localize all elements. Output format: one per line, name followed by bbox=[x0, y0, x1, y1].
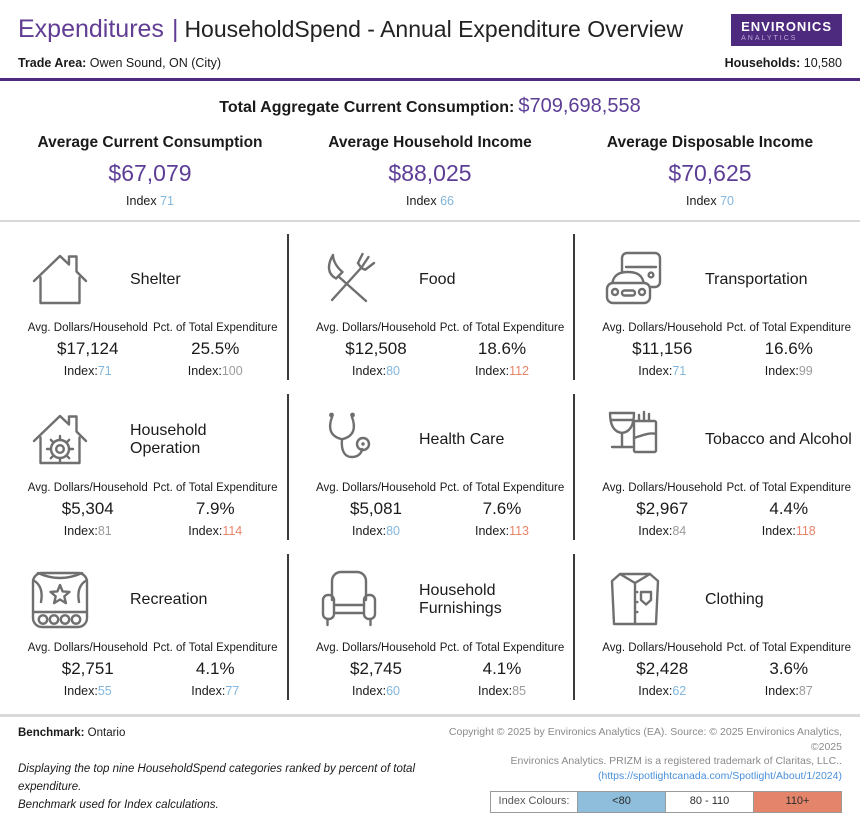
metric-index: Index 66 bbox=[406, 194, 454, 208]
avg-dollars-stat: Avg. Dollars/Household $2,745 Index:60 bbox=[316, 642, 436, 698]
metric-label: Average Household Income bbox=[328, 134, 532, 151]
card-shelter bbox=[0, 234, 287, 380]
category-title: Recreation bbox=[130, 591, 208, 608]
legend-swatch-mid: 80 - 110 bbox=[666, 791, 754, 813]
category-title: Shelter bbox=[130, 271, 181, 288]
total-aggregate-value: $709,698,558 bbox=[518, 95, 641, 117]
benchmark: Benchmark: Ontario bbox=[18, 727, 126, 739]
avg-dollars-stat: Avg. Dollars/Household $2,428 Index:62 bbox=[602, 642, 723, 698]
metric-value: $67,079 bbox=[108, 160, 192, 186]
trade-area-label: Trade Area: bbox=[18, 56, 87, 70]
pct-total-stat: Pct. of Total Expenditure 7.6% Index:113 bbox=[439, 482, 565, 538]
pct-total-stat: Pct. of Total Expenditure 16.6% Index:99 bbox=[726, 322, 851, 378]
logo-text-secondary: ANALYTICS bbox=[741, 35, 798, 42]
pct-total-stat: Pct. of Total Expenditure 7.9% Index:114 bbox=[153, 482, 278, 538]
total-aggregate bbox=[0, 95, 860, 118]
card-tobacco-alcohol bbox=[575, 394, 860, 540]
header bbox=[0, 0, 860, 70]
card-transportation bbox=[575, 234, 860, 380]
card-recreation bbox=[0, 554, 287, 700]
fork-knife-icon bbox=[313, 247, 385, 313]
pct-total-stat: Pct. of Total Expenditure 3.6% Index:87 bbox=[726, 642, 851, 698]
category-title: Household Furnishings bbox=[419, 582, 502, 617]
metric-value: $70,625 bbox=[668, 160, 752, 186]
house-gear-icon bbox=[24, 407, 96, 473]
pct-total-stat: Pct. of Total Expenditure 4.1% Index:85 bbox=[439, 642, 565, 698]
theater-stage-icon bbox=[24, 567, 96, 633]
category-title: Transportation bbox=[705, 271, 808, 288]
card-clothing bbox=[575, 554, 860, 700]
page-title bbox=[18, 12, 683, 46]
legend-swatch-lt80: <80 bbox=[578, 791, 666, 813]
pct-total-stat: Pct. of Total Expenditure 18.6% Index:112 bbox=[439, 322, 565, 378]
footer-note-2: Benchmark used for Index calculations. bbox=[18, 798, 219, 811]
report-subtitle: HouseholdSpend - Annual Expenditure Overview bbox=[184, 16, 684, 42]
armchair-icon bbox=[313, 567, 385, 633]
index-colours-legend bbox=[490, 791, 842, 813]
category-title: Household Operation bbox=[130, 422, 207, 457]
metric-average-disposable-income bbox=[570, 134, 850, 208]
total-aggregate-label: Total Aggregate Current Consumption: bbox=[219, 99, 515, 116]
legend-label: Index Colours: bbox=[490, 791, 578, 813]
trade-area bbox=[18, 56, 221, 70]
metric-value: $88,025 bbox=[388, 160, 472, 186]
avg-dollars-stat: Avg. Dollars/Household $5,304 Index:81 bbox=[27, 482, 148, 538]
metric-index: Index 71 bbox=[126, 194, 174, 208]
avg-dollars-stat: Avg. Dollars/Household $11,156 Index:71 bbox=[602, 322, 723, 378]
avg-dollars-stat: Avg. Dollars/Household $12,508 Index:80 bbox=[316, 322, 436, 378]
metric-label: Average Disposable Income bbox=[606, 134, 814, 151]
environics-logo bbox=[731, 14, 842, 46]
metric-label: Average Current Consumption bbox=[37, 134, 263, 151]
wine-cigarettes-icon bbox=[599, 407, 671, 473]
trade-area-value: Owen Sound, ON (City) bbox=[86, 56, 222, 70]
source-link[interactable]: (https://spotlightcanada.com/Spotlight/About/1/2024) bbox=[598, 770, 842, 783]
metric-index: Index 70 bbox=[686, 194, 734, 208]
category-title: Tobacco and Alcohol bbox=[705, 431, 852, 448]
avg-dollars-stat: Avg. Dollars/Household $2,967 Index:84 bbox=[602, 482, 723, 538]
households-value: 10,580 bbox=[800, 56, 842, 70]
copyright-line-2: Environics Analytics. PRIZM is a registered trademark of Claritas, LLC.. bbox=[510, 755, 842, 768]
households-label: Households: bbox=[724, 56, 801, 70]
pct-total-stat: Pct. of Total Expenditure 25.5% Index:100 bbox=[153, 322, 278, 378]
avg-dollars-stat: Avg. Dollars/Household $2,751 Index:55 bbox=[27, 642, 148, 698]
logo-text-primary: ENVIRONICS bbox=[741, 19, 832, 34]
households bbox=[725, 56, 842, 70]
metric-average-household-income bbox=[290, 134, 570, 208]
card-health-care bbox=[287, 394, 575, 540]
summary-section bbox=[0, 81, 860, 220]
title-separator: | bbox=[171, 15, 179, 43]
footer-note-1: Displaying the top nine HouseholdSpend categories ranked by percent of total expenditure. bbox=[18, 763, 416, 793]
card-household-furnishings bbox=[287, 554, 575, 700]
legend-swatch-gt110: 110+ bbox=[754, 791, 842, 813]
stethoscope-icon bbox=[313, 407, 385, 473]
avg-dollars-stat: Avg. Dollars/Household $17,124 Index:71 bbox=[27, 322, 148, 378]
pct-total-stat: Pct. of Total Expenditure 4.4% Index:118 bbox=[726, 482, 851, 538]
avg-dollars-stat: Avg. Dollars/Household $5,081 Index:80 bbox=[316, 482, 436, 538]
card-household-operation bbox=[0, 394, 287, 540]
report-type-title: Expenditures bbox=[18, 15, 164, 43]
footer bbox=[0, 717, 860, 824]
pct-total-stat: Pct. of Total Expenditure 4.1% Index:77 bbox=[153, 642, 278, 698]
category-title: Health Care bbox=[419, 431, 505, 448]
card-food bbox=[287, 234, 575, 380]
metric-average-current-consumption bbox=[10, 134, 290, 208]
category-title: Food bbox=[419, 271, 456, 288]
category-title: Clothing bbox=[705, 591, 764, 608]
house-icon bbox=[24, 247, 96, 313]
footer-notes bbox=[18, 761, 447, 814]
copyright-line-1: Copyright © 2025 by Environics Analytics (EA). Source: © 2025 Environics Analytics, ©2025 bbox=[448, 726, 842, 753]
category-grid bbox=[0, 222, 860, 700]
bus-car-icon bbox=[599, 247, 671, 313]
shirt-icon bbox=[599, 567, 671, 633]
